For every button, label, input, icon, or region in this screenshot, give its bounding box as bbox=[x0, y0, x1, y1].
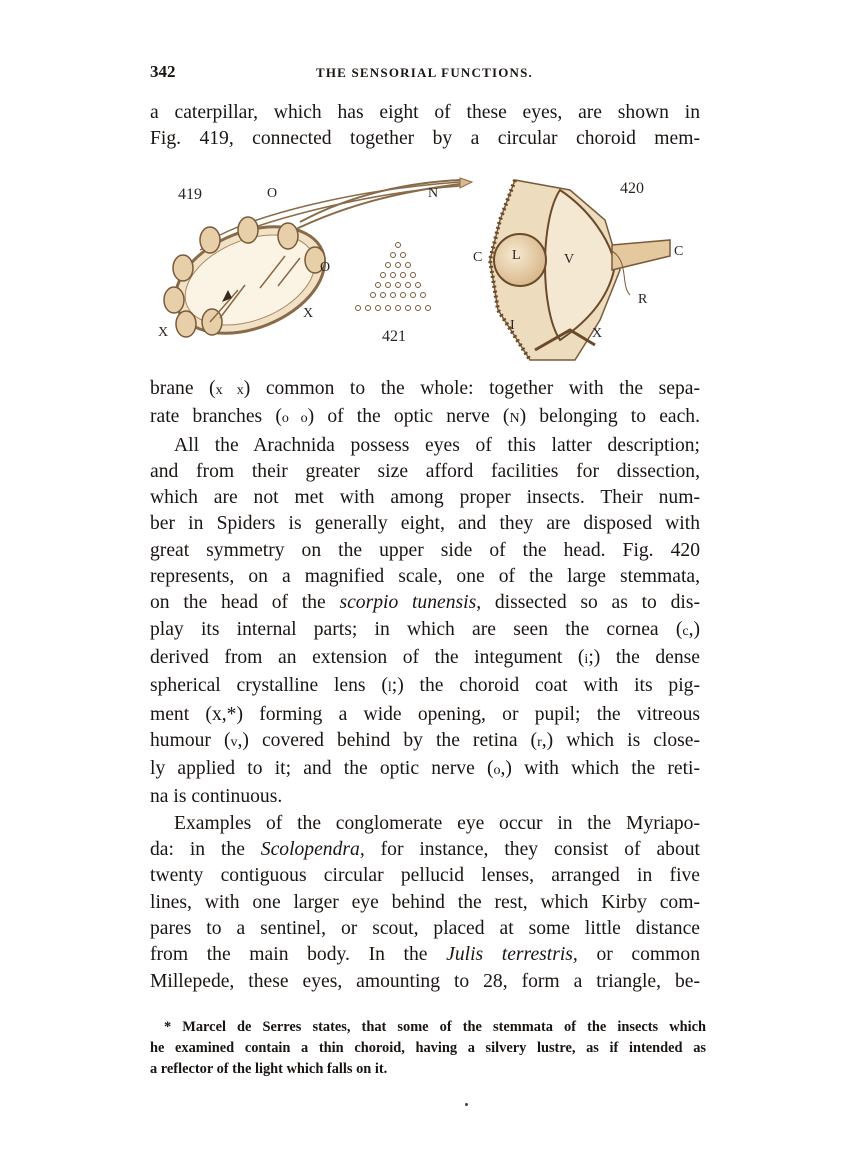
running-head: THE SENSORIAL FUNCTIONS. bbox=[316, 65, 533, 80]
fig-420-label-c-right: C bbox=[674, 244, 684, 259]
footnote-line: a reflector of the light which falls on it. bbox=[150, 1061, 388, 1077]
footnote bbox=[150, 1017, 706, 1080]
fig-419-label-o: O bbox=[267, 186, 278, 201]
text-line: ber in Spiders is generally eight, and they are disposed with bbox=[150, 513, 700, 535]
figure-421-eye-triangle bbox=[356, 243, 431, 311]
text-line: and from their greater size afford facilities for dissection, bbox=[150, 460, 700, 482]
fig-420-number: 420 bbox=[620, 180, 644, 197]
text-line: brane (x x) common to the whole: together with the sepa- bbox=[150, 378, 701, 399]
page-header bbox=[150, 62, 700, 86]
text-line: pares to a sentinel, or scout, placed at some little distance bbox=[150, 917, 700, 939]
footnote-line: * Marcel de Serres states, that some of the stemmata of the insects which bbox=[164, 1019, 706, 1035]
paragraph-continuation bbox=[150, 100, 700, 153]
page-number: 342 bbox=[150, 62, 176, 81]
text-line: humour (v,) covered behind by the retina (r,) which is close- bbox=[150, 729, 701, 751]
figure-419-caterpillar-eyes bbox=[160, 178, 472, 354]
paragraph-first-line: Examples of the conglomerate eye occur in the Myriapo- bbox=[174, 812, 700, 834]
fig-420-label-x: X bbox=[592, 326, 603, 341]
text-line: on the head of the scorpio tunensis, dissected so as to dis- bbox=[150, 592, 700, 614]
text-line: na is continuous. bbox=[150, 786, 283, 808]
text-line: da: in the Scolopendra, for instance, they consist of about bbox=[150, 839, 700, 861]
text-line: which are not met with among proper insects. Their num- bbox=[150, 487, 700, 509]
fig-421-number: 421 bbox=[382, 328, 406, 345]
text-line: play its internal parts; in which are seen the cornea (c,) bbox=[150, 618, 700, 640]
text-line: ment (x,*) forming a wide opening, or pupil; the vitreous bbox=[150, 703, 700, 725]
footnote-line: he examined contain a thin choroid, having a silvery lustre, as if intended as bbox=[150, 1040, 706, 1056]
fig-420-label-c-left: C bbox=[473, 250, 483, 265]
text-line: rate branches (o o) of the optic nerve (N) belonging to each. bbox=[150, 406, 700, 428]
text-line: from the main body. In the Julis terrestris, or common bbox=[150, 944, 700, 966]
figure-plate bbox=[150, 160, 710, 375]
body-text bbox=[150, 376, 700, 995]
text-line: great symmetry on the upper side of the head. Fig. 420 bbox=[150, 539, 700, 561]
fig-420-label-l: L bbox=[512, 248, 521, 263]
fig-419-label-x-left: X bbox=[158, 325, 169, 340]
fig-420-label-v: V bbox=[564, 252, 575, 267]
text-line: spherical crystalline lens (l;) the choroid coat with its pig- bbox=[150, 675, 700, 697]
fig-419-label-o-mid: O bbox=[320, 260, 331, 275]
text-line: Fig. 419, connected together by a circular choroid mem- bbox=[150, 128, 700, 150]
text-line: represents, on a magnified scale, one of the large stemmata, bbox=[150, 566, 700, 588]
text-line: derived from an extension of the integument (i;) the dense bbox=[150, 646, 700, 668]
paragraph-first-line: All the Arachnida possess eyes of this latter description; bbox=[174, 434, 700, 456]
fig-419-number: 419 bbox=[178, 186, 202, 203]
text-line: Millepede, these eyes, amounting to 28, form a triangle, be- bbox=[150, 970, 700, 992]
fig-420-label-r: R bbox=[638, 292, 648, 307]
fig-419-label-x-right: X bbox=[303, 306, 314, 321]
fig-419-label-n: N bbox=[428, 186, 439, 201]
print-speck bbox=[465, 1103, 468, 1106]
figure-420-scorpion-stemma bbox=[490, 180, 670, 360]
text-line: a caterpillar, which has eight of these eyes, are shown in bbox=[150, 102, 700, 123]
text-line: ly applied to it; and the optic nerve (o,) with which the reti- bbox=[150, 758, 700, 780]
fig-420-label-i: I bbox=[510, 318, 515, 333]
text-line: lines, with one larger eye behind the rest, which Kirby com- bbox=[150, 891, 700, 913]
text-line: twenty contiguous circular pellucid lenses, arranged in five bbox=[150, 865, 700, 887]
